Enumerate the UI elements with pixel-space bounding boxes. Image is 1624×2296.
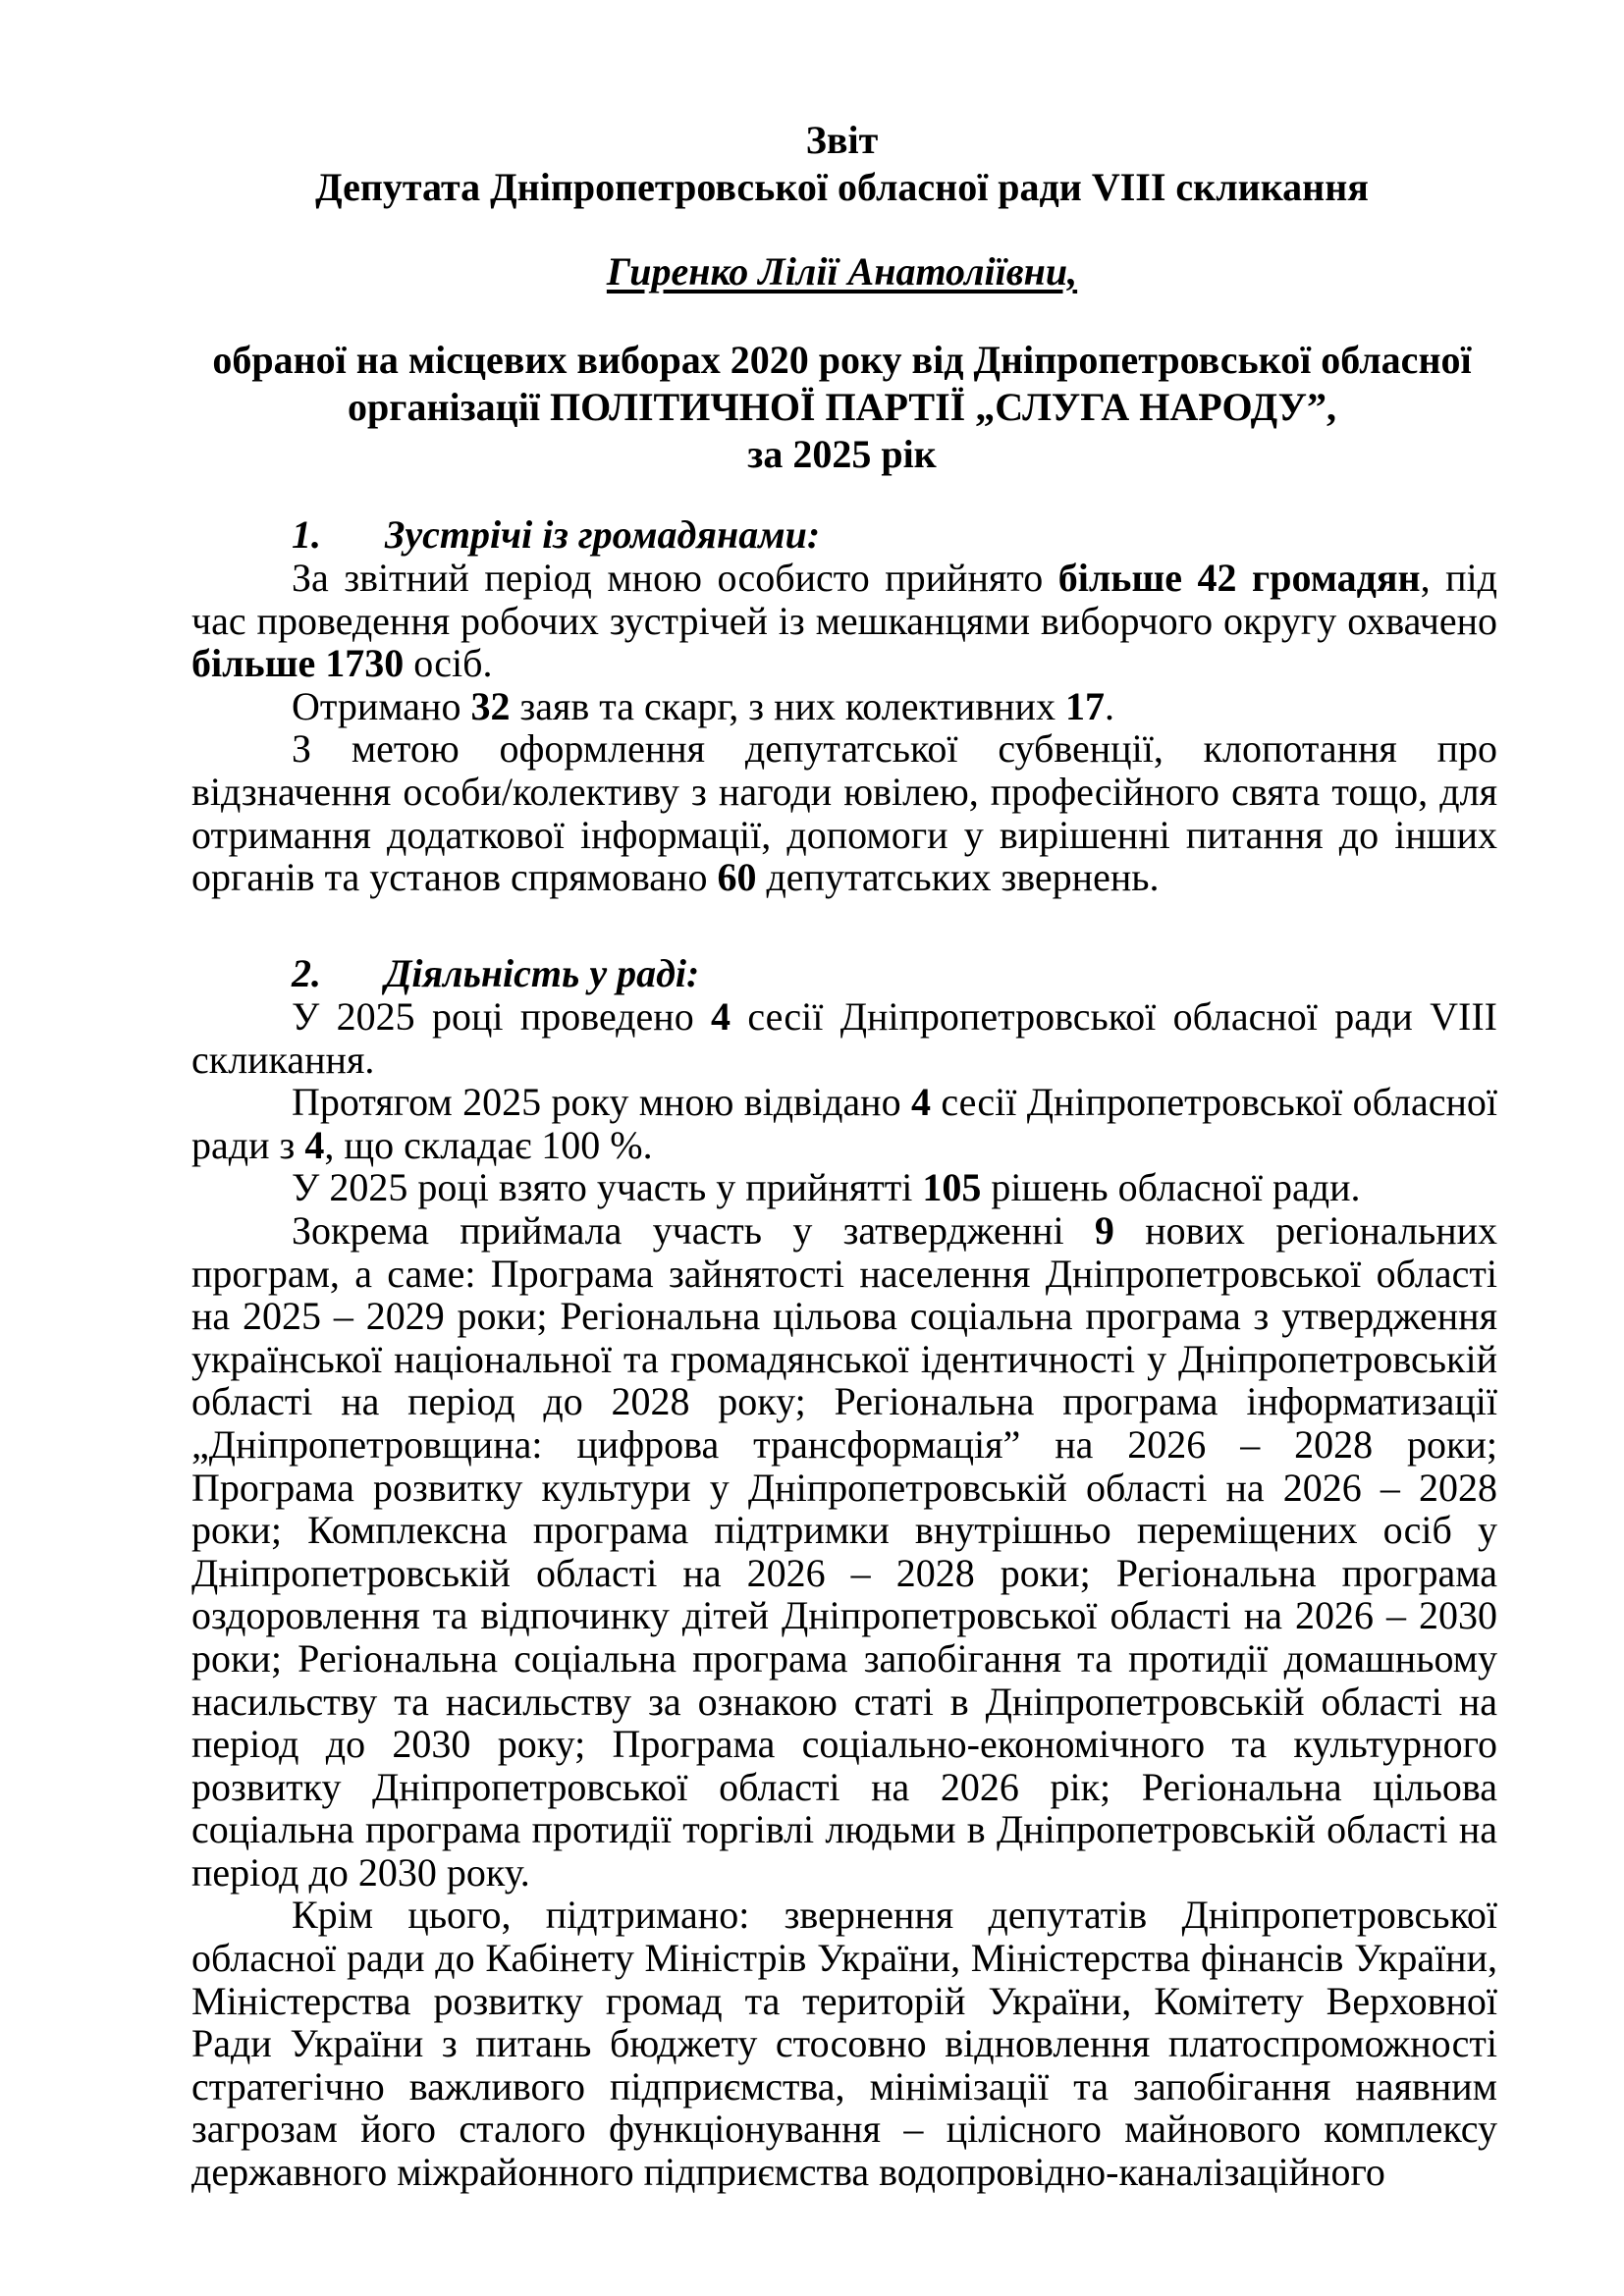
report-period: за 2025 рік [747, 432, 937, 476]
section-1-title: Зустрічі із громадянами: [385, 512, 821, 557]
section-1-number: 1. [292, 512, 321, 557]
section-1-body [191, 557, 1497, 899]
section-1-paragraph-2: Отримано 32 заяв та скарг, з них колективних 17. [292, 683, 1114, 728]
section-2-number: 2. [292, 951, 321, 995]
section-2-heading [292, 952, 699, 995]
section-2-body [191, 995, 1497, 2194]
deputy-name: Гиренко Лілії Анатоліївни, [606, 249, 1078, 294]
section-1-heading [292, 513, 820, 557]
elected-line-2: організації ПОЛІТИЧНОЇ ПАРТІЇ „СЛУГА НАРОДУ”, [348, 385, 1336, 429]
section-1-paragraph-1: За звітний період мною особисто прийнято більше 42 громадян, під час проведення робочих зустрічей із мешканцями виборчого округу охвачено більше 1730 осіб. [191, 556, 1497, 686]
section-2-paragraph-3: У 2025 році взято участь у прийнятті 105 рішень обласної ради. [292, 1165, 1361, 1210]
section-2-paragraph-4: Зокрема приймала участь у затвердженні 9 нових регіональних програм, а саме: Програма зайнятості населення Дніпропетровської області на 2025 – 2029 роки; Регіональна цільова соціальна програма з утвердження української національної та громадянської ідентичності у Дніпропетровській області на період до 2028 року; Регіональна програма інформатизації „Дніпропетровщина: цифрова трансформація” на 2026 – 2028 роки; Програма розвитку культури у Дніпропетровській області на 2026 – 2028 роки; Комплексна програма підтримки внутрішньо переміщених осіб у Дніпропетровській області на 2026 – 2028 роки; Регіональна програма оздоровлення та відпочинку дітей Дніпропетровської області на 2026 – 2030 роки; Регіональна соціальна програма запобігання та протидії домашньому насильству та насильству за ознакою статі в Дніпропетровській області на період до 2030 року; Програма соціально-економічного та культурного розвитку Дніпропетровської області на 2026 рік; Регіональна цільова соціальна програма протидії торгівлі людьми в Дніпропетровській області на період до 2030 року. [191, 1207, 1498, 1895]
report-subtitle: Депутата Дніпропетровської обласної ради VIII скликання [315, 165, 1369, 209]
section-2-paragraph-2: Протягом 2025 року мною відвідано 4 сесії Дніпропетровської обласної ради з 4, що складає 100 %. [191, 1080, 1497, 1167]
section-2-paragraph-5: Крім цього, підтримано: звернення депутатів Дніпропетровської обласної ради до Кабінету Міністрів України, Міністерства фінансів України, Міністерства розвитку громад та територій України, Комітету Верховної Ради України з питань бюджету стосовно відновлення платоспроможності стратегічно важливого підприємства, мінімізації та запобігання наявним загрозам його сталого функціонування – цілісного майнового комплексу державного міжрайонного підприємства водопровідно-каналізаційного [191, 1893, 1497, 2195]
section-1-paragraph-3: З метою оформлення депутатської субвенції, клопотання про відзначення особи/колективу з нагоди ювілею, професійного свята тощо, для отримання додаткової інформації, допомоги у вирішенні питання до інших органів та установ спрямовано 60 депутатських звернень. [191, 726, 1497, 900]
elected-line-1: обраної на місцевих виборах 2020 року від Дніпропетровської обласної [212, 338, 1472, 382]
report-title: Звіт [805, 118, 879, 162]
section-2-title: Діяльність у раді: [385, 951, 700, 995]
section-2-paragraph-1: У 2025 році проведено 4 сесії Дніпропетровської обласної ради VIII скликання. [191, 994, 1497, 1082]
